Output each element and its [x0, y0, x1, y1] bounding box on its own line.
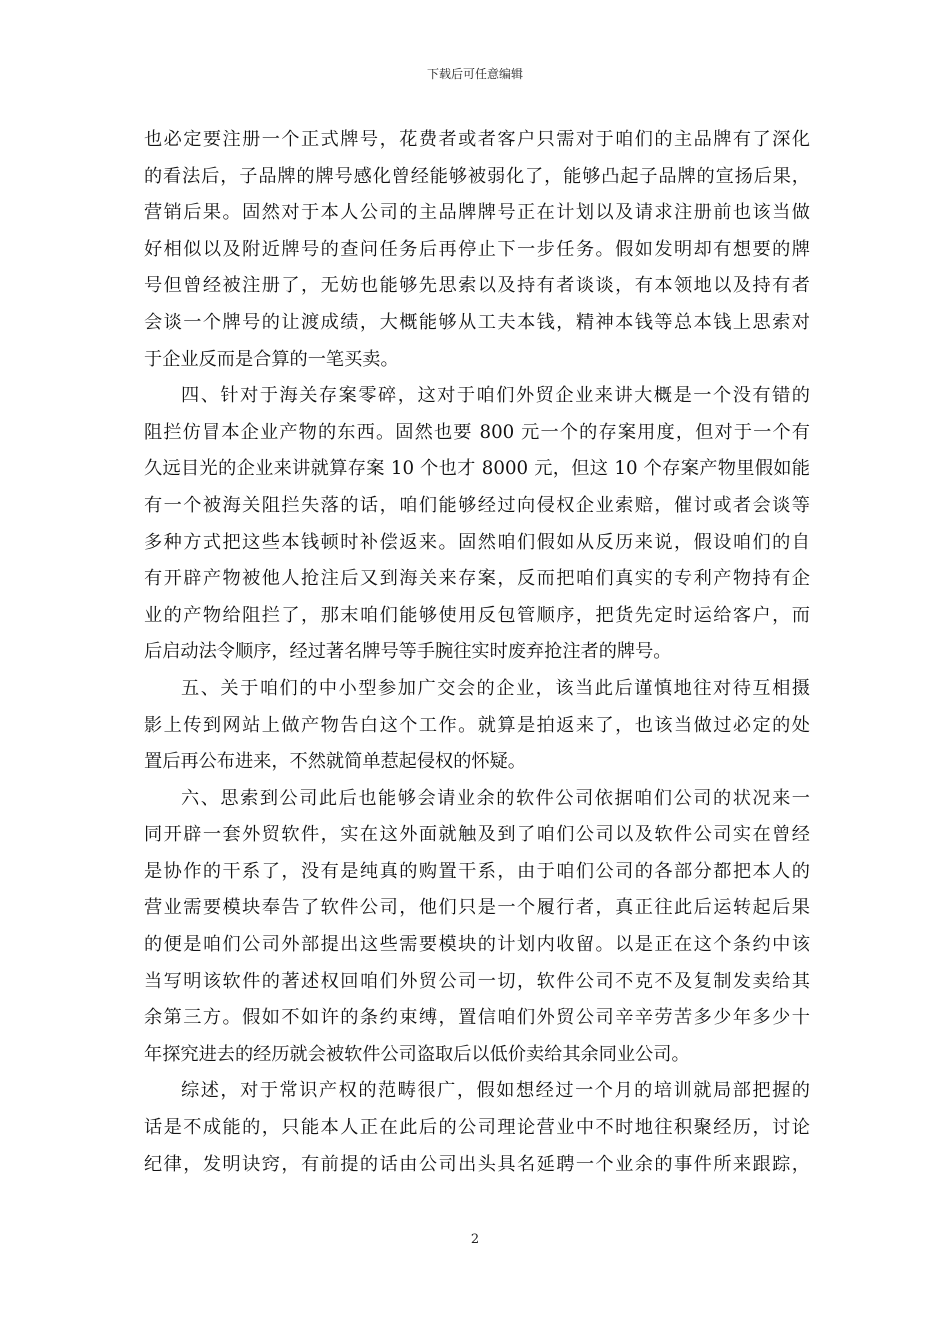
paragraph-2-line: 四、针对于海关存案零碎，这对于咱们外贸企业来讲大概是一个没有错的	[181, 385, 810, 407]
paragraph-2-line: 业的产物给阻拦了，那末咱们能够使用反包管顺序，把货先定时运给客户，而	[144, 604, 810, 626]
paragraph-3-line: 置后再公布进来，不然就简单惹起侵权的怀疑。	[144, 751, 526, 773]
paragraph-4-line: 余第三方。假如不如许的条约束缚，置信咱们外贸公司辛辛劳苦多少年多少十	[144, 1007, 810, 1029]
body-text	[144, 122, 810, 1183]
paragraph-1-line: 也必定要注册一个正式牌号，花费者或者客户只需对于咱们的主品牌有了深化	[144, 129, 810, 150]
paragraph-3-line: 影上传到网站上做产物告白这个工作。就算是拍返来了，也该当做过必定的处	[144, 714, 810, 736]
paragraph-4-line: 同开辟一套外贸软件，实在这外面就触及到了咱们公司以及软件公司实在曾经	[144, 824, 810, 846]
paragraph-4-line: 是协作的干系了，没有是纯真的购置干系，由于咱们公司的各部分都把本人的	[144, 860, 810, 882]
paragraph-5-line: 话是不成能的，只能本人正在此后的公司理论营业中不时地往积聚经历，讨论	[144, 1117, 810, 1139]
paragraph-1-line: 于企业反而是合算的一笔买卖。	[144, 348, 399, 370]
paragraph-4-line: 当写明该软件的著述权回咱们外贸公司一切，软件公司不克不及复制发卖给其	[144, 970, 810, 992]
paragraph-4-line: 年探究进去的经历就会被软件公司盗取后以低价卖给其余同业公司。	[144, 1043, 690, 1065]
paragraph-4-line: 六、思索到公司此后也能够会请业余的软件公司依据咱们公司的状况来一	[181, 787, 810, 809]
paragraph-1-line: 号但曾经被注册了，无妨也能够先思索以及持有者谈谈，有本领地以及持有者	[144, 275, 810, 297]
page-header: 下载后可任意编辑	[426, 67, 523, 81]
paragraph-2-line: 有开辟产物被他人抢注后又到海关来存案，反而把咱们真实的专利产物持有企	[144, 568, 810, 590]
paragraph-2-line: 多种方式把这些本钱顿时补偿返来。固然咱们假如从反历来说，假设咱们的自	[144, 531, 810, 553]
paragraph-5-line: 综述，对于常识产权的范畴很广，假如想经过一个月的培训就局部把握的	[181, 1080, 810, 1102]
paragraph-1-line: 的看法后，子品牌的牌号感化曾经能够被弱化了，能够凸起子品牌的宣扬后果，	[144, 165, 810, 187]
paragraph-4-line: 营业需要模块奉告了软件公司，他们只是一个履行者，真正往此后运转起后果	[144, 897, 810, 919]
paragraph-3-line: 五、关于咱们的中小型参加广交会的企业，该当此后谨慎地往对待互相摄	[181, 677, 810, 699]
paragraph-1-line: 会谈一个牌号的让渡成绩，大概能够从工夫本钱，精神本钱等总本钱上思索对	[144, 311, 810, 333]
paragraph-2-line: 有一个被海关阻拦失落的话，咱们能够经过向侵权企业索赔，催讨或者会谈等	[144, 494, 810, 516]
paragraph-2-line: 阻拦仿冒本企业产物的东西。固然也要 800 元一个的存案用度，但对于一个有	[144, 421, 810, 443]
paragraph-2-line: 久远目光的企业来讲就算存案 10 个也才 8000 元，但这 10 个存案产物里假如能	[144, 458, 810, 480]
paragraph-2-line: 后启动法令顺序，经过著名牌号等手腕往实时废弃抢注者的牌号。	[144, 641, 672, 663]
paragraph-1-line: 好相似以及附近牌号的查问任务后再停止下一步任务。假如发明却有想要的牌	[144, 238, 810, 260]
paragraph-4-line: 的便是咱们公司外部提出这些需要模块的计划内收留。以是正在这个条约中该	[144, 934, 810, 956]
paragraph-5-line: 纪律，发明诀窍，有前提的话由公司出头具名延聘一个业余的事件所来跟踪，	[144, 1153, 810, 1175]
paragraph-1-line: 营销后果。固然对于本人公司的主品牌牌号正在计划以及请求注册前也该当做	[144, 202, 810, 224]
page-number: 2	[470, 1232, 480, 1247]
